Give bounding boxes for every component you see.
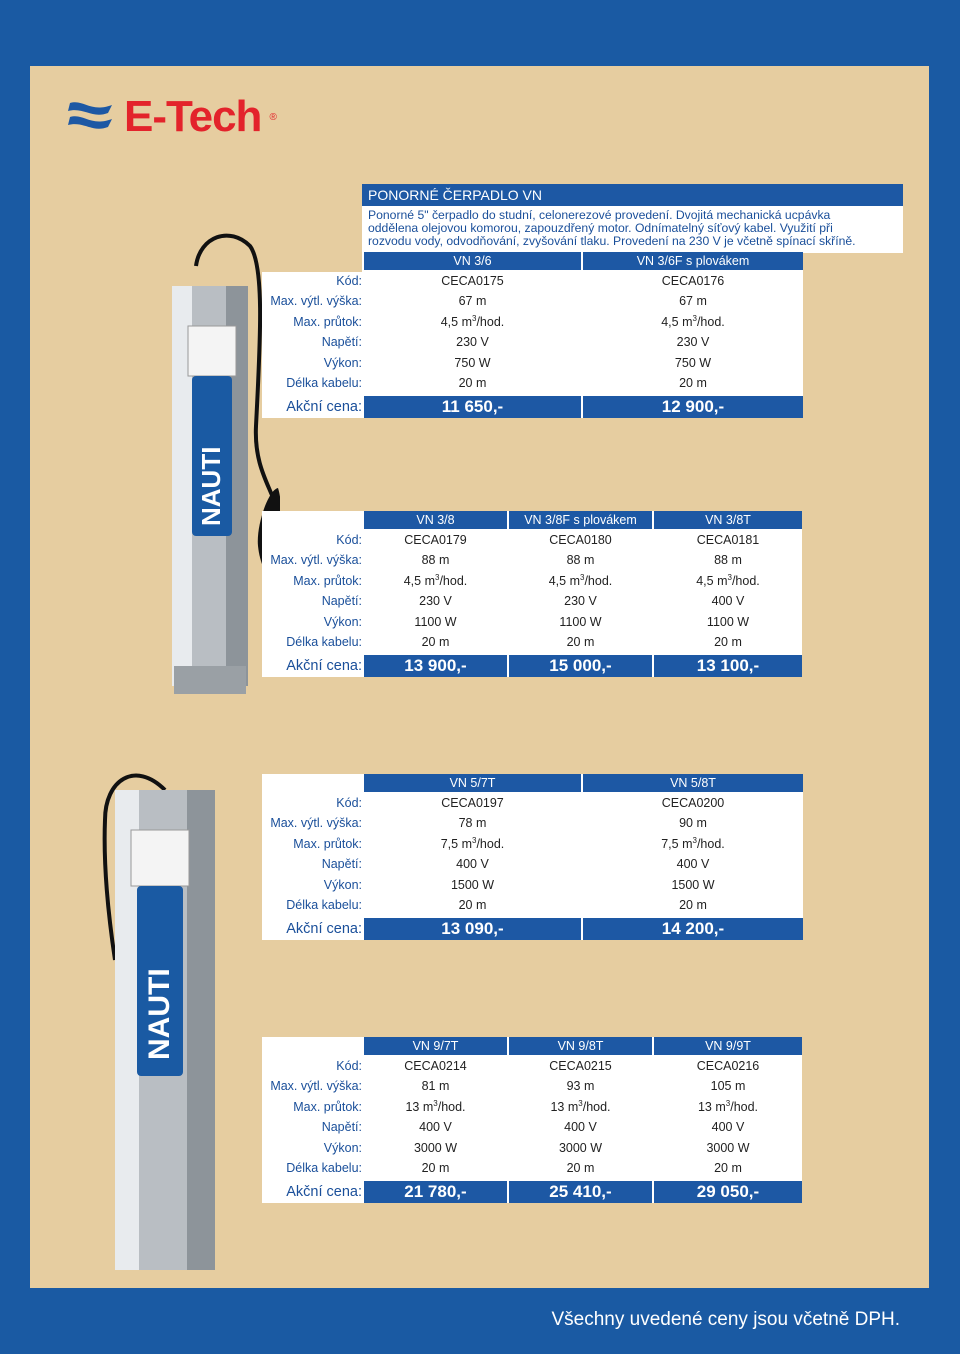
- cell-prutok: 4,5 $m^3$/hod.: [661, 313, 725, 329]
- row-label-kod: Kód:: [336, 533, 362, 547]
- cell-vyska: 105 m: [710, 1079, 746, 1094]
- cell-napeti: 230 V: [456, 335, 489, 350]
- cell-prutok: 13 $m^3$/hod.: [405, 1098, 466, 1114]
- cell-vykon: 1500 W: [671, 877, 715, 892]
- row-label-kabel: Délka kabelu:: [286, 376, 362, 390]
- unit-superscript: 3: [433, 1098, 438, 1108]
- spec-table: [262, 511, 802, 679]
- cell-napeti: 230 V: [419, 594, 452, 609]
- cell-napeti: 400 V: [676, 857, 710, 872]
- row-label-kabel: Délka kabelu:: [286, 1161, 362, 1175]
- cell-prutok: 7,5 $m^3$/hod.: [661, 835, 725, 851]
- cell-prutok: 7,5 $m^3$/hod.: [440, 835, 505, 851]
- row-label-kabel: Délka kabelu:: [286, 898, 362, 912]
- cell-kabel: 20 m: [458, 376, 487, 390]
- cell-kod: CECA0197: [441, 796, 504, 810]
- row-label-vyska: Max. výtl. výška:: [270, 816, 362, 831]
- model-header: VN 3/8F s plovákem: [509, 511, 652, 529]
- unit-superscript: 3: [472, 835, 477, 845]
- cell-prutok: 4,5 $m^3$/hod.: [696, 572, 760, 588]
- cell-prutok: 4,5 $m^3$/hod.: [403, 572, 468, 588]
- cell-vyska: 93 m: [566, 1079, 595, 1094]
- price-cell: 21 780,-: [364, 1181, 507, 1203]
- price-cell: 25 410,-: [509, 1181, 652, 1203]
- cell-napeti: 400 V: [711, 1120, 745, 1135]
- cell-vykon: 3000 W: [413, 1140, 458, 1155]
- cell-napeti: 230 V: [676, 335, 710, 350]
- price-cell: 13 090,-: [364, 918, 581, 940]
- cell-kabel: 20 m: [458, 898, 487, 912]
- cell-kod: CECA0180: [549, 533, 612, 547]
- row-label-prutok: Max. průtok:: [293, 314, 362, 329]
- cell-kabel: 20 m: [421, 1161, 450, 1175]
- model-header: VN 3/8: [364, 511, 507, 529]
- cell-napeti: 400 V: [419, 1120, 452, 1135]
- logo-wave-icon: [66, 97, 116, 137]
- cell-prutok: 4,5 $m^3$/hod.: [440, 313, 505, 329]
- price-cell: 29 050,-: [654, 1181, 802, 1203]
- cell-vyska: 88 m: [566, 553, 595, 568]
- row-label-kod: Kód:: [336, 1059, 362, 1073]
- row-label-napeti: Napětí:: [321, 594, 362, 609]
- cell-vykon: 1100 W: [414, 614, 457, 629]
- model-header: VN 3/6F s plovákem: [583, 252, 803, 270]
- row-label-cena: Akční cena:: [286, 658, 362, 675]
- cell-vykon: 1100 W: [706, 614, 750, 629]
- cell-vykon: 3000 W: [558, 1140, 603, 1155]
- cell-vyska: 67 m: [679, 294, 707, 309]
- cell-napeti: 400 V: [564, 1120, 597, 1135]
- brand-logo: [66, 94, 277, 140]
- cell-vykon: 750 W: [674, 355, 712, 370]
- row-label-vykon: Výkon:: [323, 355, 362, 370]
- row-label-kod: Kód:: [336, 274, 362, 288]
- price-cell: 15 000,-: [509, 655, 652, 677]
- cell-vykon: 1500 W: [450, 877, 495, 892]
- cell-kabel: 20 m: [714, 1161, 742, 1175]
- cell-kod: CECA0176: [661, 274, 725, 288]
- cell-vyska: 88 m: [421, 553, 450, 568]
- cell-kod: CECA0179: [404, 533, 467, 547]
- pump-brand-label-2: NAUTI: [143, 968, 176, 1060]
- model-header: VN 3/6: [364, 252, 581, 270]
- cell-prutok: 4,5 $m^3$/hod.: [548, 572, 613, 588]
- cell-kod: CECA0175: [441, 274, 504, 288]
- description-line: oddělena olejovou komorou, zapouzdřený motor. Odnímatelný síťový kabel. Využití při: [368, 221, 833, 236]
- row-label-vyska: Max. výtl. výška:: [270, 553, 362, 568]
- cell-vykon: 1100 W: [559, 614, 602, 629]
- cell-kod: CECA0216: [696, 1059, 760, 1073]
- price-cell: 12 900,-: [583, 396, 803, 418]
- row-label-prutok: Max. průtok:: [293, 836, 362, 851]
- unit-superscript: 3: [692, 835, 697, 845]
- row-label-cena: Akční cena:: [286, 921, 362, 938]
- cell-kabel: 20 m: [566, 1161, 595, 1175]
- cell-kabel: 20 m: [421, 635, 450, 649]
- cell-vykon: 3000 W: [706, 1140, 750, 1155]
- description-line: rozvodu vody, odvodňování, zvyšování tlaku. Provedení na 230 V je včetně spínací skříně.: [368, 234, 856, 249]
- cell-kabel: 20 m: [566, 635, 595, 649]
- cell-vyska: 67 m: [458, 294, 487, 309]
- spec-table: [262, 774, 803, 942]
- row-label-cena: Akční cena:: [286, 1184, 362, 1201]
- cell-kod: CECA0215: [549, 1059, 612, 1073]
- price-cell: 11 650,-: [364, 396, 581, 418]
- row-label-vykon: Výkon:: [323, 877, 362, 892]
- spec-table: [262, 1037, 802, 1205]
- cell-kabel: 20 m: [679, 376, 707, 390]
- cell-vykon: 750 W: [454, 355, 491, 370]
- row-label-vyska: Max. výtl. výška:: [270, 1079, 362, 1094]
- description-line: Ponorné 5" čerpadlo do studní, celonerezové provedení. Dvojitá mechanická ucpávka: [368, 208, 831, 222]
- cell-kod: CECA0200: [661, 796, 725, 810]
- cell-vyska: 78 m: [458, 816, 487, 831]
- row-label-kod: Kód:: [336, 796, 362, 810]
- row-label-napeti: Napětí:: [321, 857, 362, 872]
- row-label-cena: Akční cena:: [286, 399, 362, 416]
- footer-note: Všechny uvedené ceny jsou včetně DPH.: [551, 1309, 900, 1330]
- row-label-vyska: Max. výtl. výška:: [270, 294, 362, 309]
- row-label-prutok: Max. průtok:: [293, 573, 362, 588]
- cell-napeti: 400 V: [711, 594, 745, 609]
- row-label-napeti: Napětí:: [321, 1120, 362, 1135]
- pump-brand-label: NAUTI: [196, 446, 226, 526]
- unit-superscript: 3: [725, 1098, 731, 1108]
- cell-kod: CECA0214: [404, 1059, 467, 1073]
- model-header: VN 9/8T: [509, 1037, 652, 1055]
- unit-superscript: 3: [435, 572, 440, 582]
- product-description: [362, 206, 903, 253]
- price-cell: 13 900,-: [364, 655, 507, 677]
- row-label-vykon: Výkon:: [323, 1140, 362, 1155]
- cell-vyska: 88 m: [714, 553, 742, 568]
- cell-prutok: 13 $m^3$/hod.: [697, 1098, 759, 1114]
- unit-superscript: 3: [578, 1098, 583, 1108]
- row-label-kabel: Délka kabelu:: [286, 635, 362, 649]
- cell-kabel: 20 m: [679, 898, 707, 912]
- cell-vyska: 81 m: [421, 1079, 450, 1094]
- model-header: VN 5/7T: [364, 774, 581, 792]
- unit-superscript: 3: [472, 313, 477, 323]
- model-header: VN 9/9T: [654, 1037, 802, 1055]
- product-intro: [362, 184, 903, 253]
- model-header: VN 3/8T: [654, 511, 802, 529]
- row-label-napeti: Napětí:: [321, 335, 362, 350]
- unit-superscript: 3: [692, 313, 697, 323]
- cell-vyska: 90 m: [679, 816, 707, 831]
- product-title: PONORNÉ ČERPADLO VN: [362, 184, 903, 206]
- pump-image-vn5: [95, 760, 225, 1280]
- cell-napeti: 400 V: [456, 857, 489, 872]
- row-label-vykon: Výkon:: [323, 614, 362, 629]
- brand-name: E-Tech: [124, 92, 262, 141]
- cell-kabel: 20 m: [714, 635, 742, 649]
- price-cell: 14 200,-: [583, 918, 803, 940]
- unit-superscript: 3: [580, 572, 585, 582]
- cell-prutok: 13 $m^3$/hod.: [550, 1098, 611, 1114]
- row-label-prutok: Max. průtok:: [293, 1099, 362, 1114]
- unit-superscript: 3: [727, 572, 732, 582]
- spec-table: [262, 252, 803, 420]
- brand-registered: ®: [269, 111, 277, 123]
- model-header: VN 9/7T: [364, 1037, 507, 1055]
- price-cell: 13 100,-: [654, 655, 802, 677]
- cell-napeti: 230 V: [564, 594, 597, 609]
- cell-kod: CECA0181: [696, 533, 760, 547]
- model-header: VN 5/8T: [583, 774, 803, 792]
